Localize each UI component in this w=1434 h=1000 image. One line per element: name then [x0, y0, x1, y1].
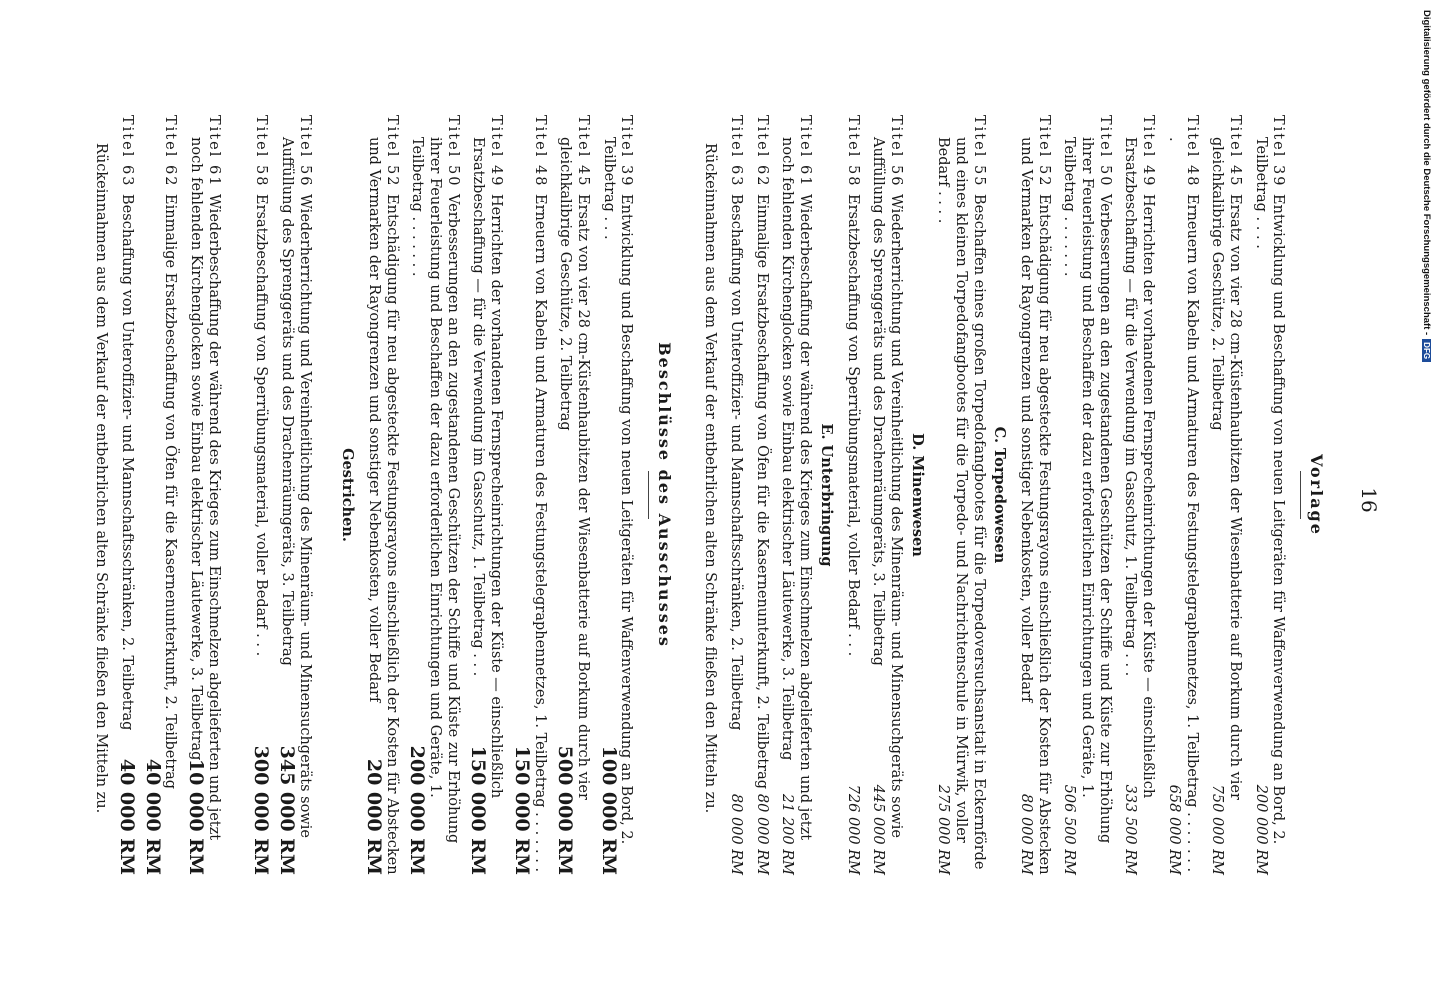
- budget-entry: [934, 115, 987, 875]
- entry-amount: 150 000 RM: [467, 745, 490, 875]
- section-heading: E. Unterbringung: [817, 423, 835, 567]
- entry-text: Verbesserungen an den zugestandenen Geschützen der Schiffe und Küste zur Erhöhung ihrer Feuerleistung und Beschaffen der dazu erforderlichen Einrichtungen und Geräte, 1. Teilbetrag . . . . . . .: [1061, 137, 1113, 844]
- budget-entry: [1251, 115, 1286, 875]
- entry-amount: 100 000 RM: [597, 745, 620, 875]
- entry-text: Entwicklung und Beschaffung von neuen Leitgeräten für Waffenverwendung an Bord, 2. Teilbetrag . . . .: [1252, 137, 1287, 845]
- budget-entry: [143, 115, 178, 875]
- entry-title-label: Titel 52: [1035, 115, 1052, 195]
- budget-entry: [364, 115, 399, 875]
- section-heading: D. Minenwesen: [908, 433, 926, 557]
- entry-amount: 150 000 RM: [510, 745, 533, 875]
- entry-text: Verbesserungen an den zugestandenen Geschützen der Schiffe und Küste zur Erhöhung ihrer Feuerleistung und Beschaffen der dazu erforderlichen Einrichtungen und Geräte, 1. Teilbetrag . . . . . . .: [409, 137, 461, 844]
- budget-entry: [778, 115, 813, 875]
- entry-amount: 333 500 RM: [1122, 784, 1139, 875]
- column-heading: Beschlüsse des Ausschusses: [655, 342, 674, 648]
- entry-amount: 10 000 RM: [184, 758, 207, 875]
- budget-entry: [115, 115, 138, 875]
- entry-title-label: Titel 63: [728, 115, 745, 195]
- entry-title-label: Titel 58: [253, 115, 270, 195]
- entry-amount: 21 200 RM: [779, 793, 796, 875]
- entry-amount: 500 000 RM: [554, 745, 577, 875]
- entry-text: Herrichten der vorhandenen Fernsprecheinrichtungen der Küste — einschließlich Ersatzbeschaffung — für die Verwendung im Gasschutz, 1. Teilbetrag . . .: [470, 137, 505, 799]
- entry-title-label: Titel 62: [162, 115, 179, 195]
- entry-amount: 20 000 RM: [363, 758, 386, 875]
- entry-text: Ersatzbeschaffung von Sperrübungsmaterial, voller Bedarf . . .: [844, 194, 861, 657]
- note-text: Rückeinnahmen aus dem Verkauf der entbehrlichen alten Schränke fließen den Mitteln zu.: [93, 143, 110, 814]
- budget-entry: [1164, 115, 1199, 875]
- entry-amount: 300 000 RM: [250, 745, 273, 875]
- entry-text: Wiederbeschaffung der während des Krieges zum Einschmelzen abgelieferten und jetzt noch fehlenden Kirchenglocken sowie Einbau elektrischer Läutewerke, 3. Teilbetrag: [187, 137, 222, 841]
- column-vorlage: [693, 115, 1325, 875]
- entry-title-label: Titel 50: [444, 115, 461, 195]
- entry-amount: 750 000 RM: [1209, 784, 1226, 875]
- entry-amount: 445 000 RM: [870, 784, 887, 875]
- column-beschluesse: [84, 115, 674, 875]
- entry-text: Wiederherrichtung und Vereinheitlichung des Minenräum- und Minensuchgeräts sowie Auffüllung des Sprenggeräts und des Drachenräumgeräts, 3. Teilbetrag: [279, 137, 313, 838]
- budget-entry: [1208, 115, 1243, 875]
- page-number: 16: [1357, 487, 1381, 513]
- entry-amount: 345 000 RM: [276, 745, 298, 875]
- budget-entry: [408, 115, 461, 875]
- entry-title-label: Titel 61: [205, 115, 222, 195]
- entry-text: Beschaffen eines großen Torpedofangbootes für die Torpedoversuchsanstalt in Eckernförde und eines kleinen Torpedofangbootes für die Torpedo- und Nachrichtenschule in Mürwik, voller Bedarf . . . .: [935, 137, 987, 870]
- digitization-credit: [1421, 10, 1432, 390]
- entry-title-label: Titel 50: [1096, 115, 1113, 195]
- entry-title-label: Titel 49: [488, 115, 505, 195]
- budget-entry: [869, 115, 904, 875]
- budget-entry: [843, 115, 861, 875]
- section-heading: C. Torpedowesen: [991, 426, 1009, 564]
- budget-entry: [556, 115, 591, 875]
- entry-text: Beschaffung von Unteroffizier- und Mannschaftsschränken, 2. Teilbetrag: [118, 194, 135, 731]
- credit-text: Digitalisierung gefördert durch die Deutsche Forschungsgemeinschaft -: [1421, 10, 1432, 336]
- budget-entry: [277, 115, 312, 875]
- entry-title-label: Titel 55: [970, 115, 987, 195]
- entry-title-label: Titel 48: [531, 115, 548, 195]
- entry-amount: 80 000 RM: [1018, 793, 1035, 875]
- entry-amount: 506 500 RM: [1061, 784, 1078, 875]
- entry-amount: 275 000 RM: [935, 784, 952, 875]
- entry-text: Beschaffung von Unteroffizier- und Mannschaftsschränken, 2. Teilbetrag: [728, 194, 745, 731]
- entry-amount: 658 000 RM: [1165, 784, 1182, 875]
- entry-title-label: Titel 56: [887, 115, 904, 195]
- entries-list: [92, 115, 635, 875]
- note-text: Rückeinnahmen aus dem Verkauf der entbehrlichen alten Schränke fließen den Mitteln zu.: [702, 143, 719, 814]
- entry-text: Erneuern von Kabeln und Armaturen des Festungstelegraphennetzes, 1. Teilbetrag . . . . . . .: [531, 194, 548, 873]
- entries-list: [701, 115, 1287, 875]
- entry-amount: 40 000 RM: [141, 758, 164, 875]
- budget-entry: [752, 115, 770, 875]
- entry-title-label: Titel 48: [1183, 115, 1200, 195]
- budget-entry: [186, 115, 221, 875]
- budget-entry: [1121, 115, 1156, 875]
- entry-title-label: Titel 45: [1226, 115, 1243, 195]
- entry-text: Wiederbeschaffung der während des Krieges zum Einschmelzen abgelieferten und jetzt noch fehlenden Kirchenglocken sowie Einbau elektrischer Läutewerke, 3. Teilbetrag: [779, 137, 814, 841]
- entry-title-label: Titel 52: [383, 115, 400, 195]
- section-heading: Gestrichen.: [339, 448, 357, 542]
- entry-text: Ersatz von vier 28 cm-Küstenhaubitzen der Wiesenbatterie auf Borkum durch vier gleichkalibrige Geschütze, 2. Teilbetrag: [1209, 137, 1243, 800]
- entry-title-label: Titel 58: [844, 115, 861, 195]
- entry-amount: 40 000 RM: [115, 758, 138, 875]
- entry-title-label: Titel 39: [618, 115, 635, 195]
- entry-text: Einmalige Ersatzbeschaffung von Öfen für die Kasernenunterkunft, 2. Teilbetrag: [753, 194, 770, 790]
- entry-text: Ersatzbeschaffung von Sperrübungsmaterial, voller Bedarf . . .: [253, 194, 270, 657]
- entry-text: Entschädigung für neu abgesteckte Festungsrayons einschließlich der Kosten für Abstecken und Vermarken der Rayongrenzen und sonstiger Nebenkosten, voller Bedarf: [366, 137, 400, 875]
- entry-text: Herrichten der vorhandenen Fernsprecheinrichtungen der Küste — einschließlich Ersatzbeschaffung — für die Verwendung im Gasschutz, 1. Teilbetrag . . .: [1122, 137, 1157, 799]
- heading-rule: [648, 471, 649, 519]
- entry-title-label: Titel 39: [1270, 115, 1287, 195]
- budget-entry: [469, 115, 504, 875]
- dfg-logo: DFG: [1422, 339, 1431, 362]
- entry-text: Entwicklung und Beschaffung von neuen Leitgeräten für Waffenverwendung an Bord, 2. Teilbetrag . . .: [600, 137, 635, 845]
- budget-entry: [250, 115, 273, 875]
- column-heading: Vorlage: [1307, 454, 1326, 536]
- entry-title-label: Titel 56: [296, 115, 313, 195]
- budget-entry: [512, 115, 547, 875]
- budget-entry: [1016, 115, 1051, 875]
- entry-title-label: Titel 62: [753, 115, 770, 195]
- heading-rule: [1300, 471, 1301, 519]
- entry-text: Erneuern von Kabeln und Armaturen des Festungstelegraphennetzes, 1. Teilbetrag . . . . . . . .: [1165, 137, 1200, 873]
- entry-title-label: Titel 63: [118, 115, 135, 195]
- entry-title-label: Titel 45: [574, 115, 591, 195]
- entry-amount: 80 000 RM: [753, 793, 770, 875]
- entry-amount: 726 000 RM: [844, 784, 861, 875]
- entry-text: Ersatz von vier 28 cm-Küstenhaubitzen der Wiesenbatterie auf Borkum durch vier gleichkalibrige Geschütze, 2. Teilbetrag: [557, 137, 591, 800]
- entry-amount: 200 000 RM: [406, 745, 429, 875]
- budget-entry: [726, 115, 744, 875]
- budget-entry: [1060, 115, 1113, 875]
- entry-title-label: Titel 61: [797, 115, 814, 195]
- entry-text: Entschädigung für neu abgesteckte Festungsrayons einschließlich der Kosten für Abstecken und Vermarken der Rayongrenzen und sonstiger Nebenkosten, voller Bedarf: [1018, 137, 1052, 875]
- entry-title-label: Titel 49: [1140, 115, 1157, 195]
- entry-amount: 80 000 RM: [728, 793, 745, 875]
- entry-amount: 200 000 RM: [1252, 784, 1269, 875]
- budget-entry: [599, 115, 634, 875]
- entry-text: Einmalige Ersatzbeschaffung von Öfen für die Kasernenunterkunft, 2. Teilbetrag: [162, 194, 179, 790]
- entry-text: Wiederherrichtung und Vereinheitlichung des Minenräum- und Minensuchgeräts sowie Auffüllung des Sprenggeräts und des Drachenräumgeräts, 3. Teilbetrag: [870, 137, 904, 838]
